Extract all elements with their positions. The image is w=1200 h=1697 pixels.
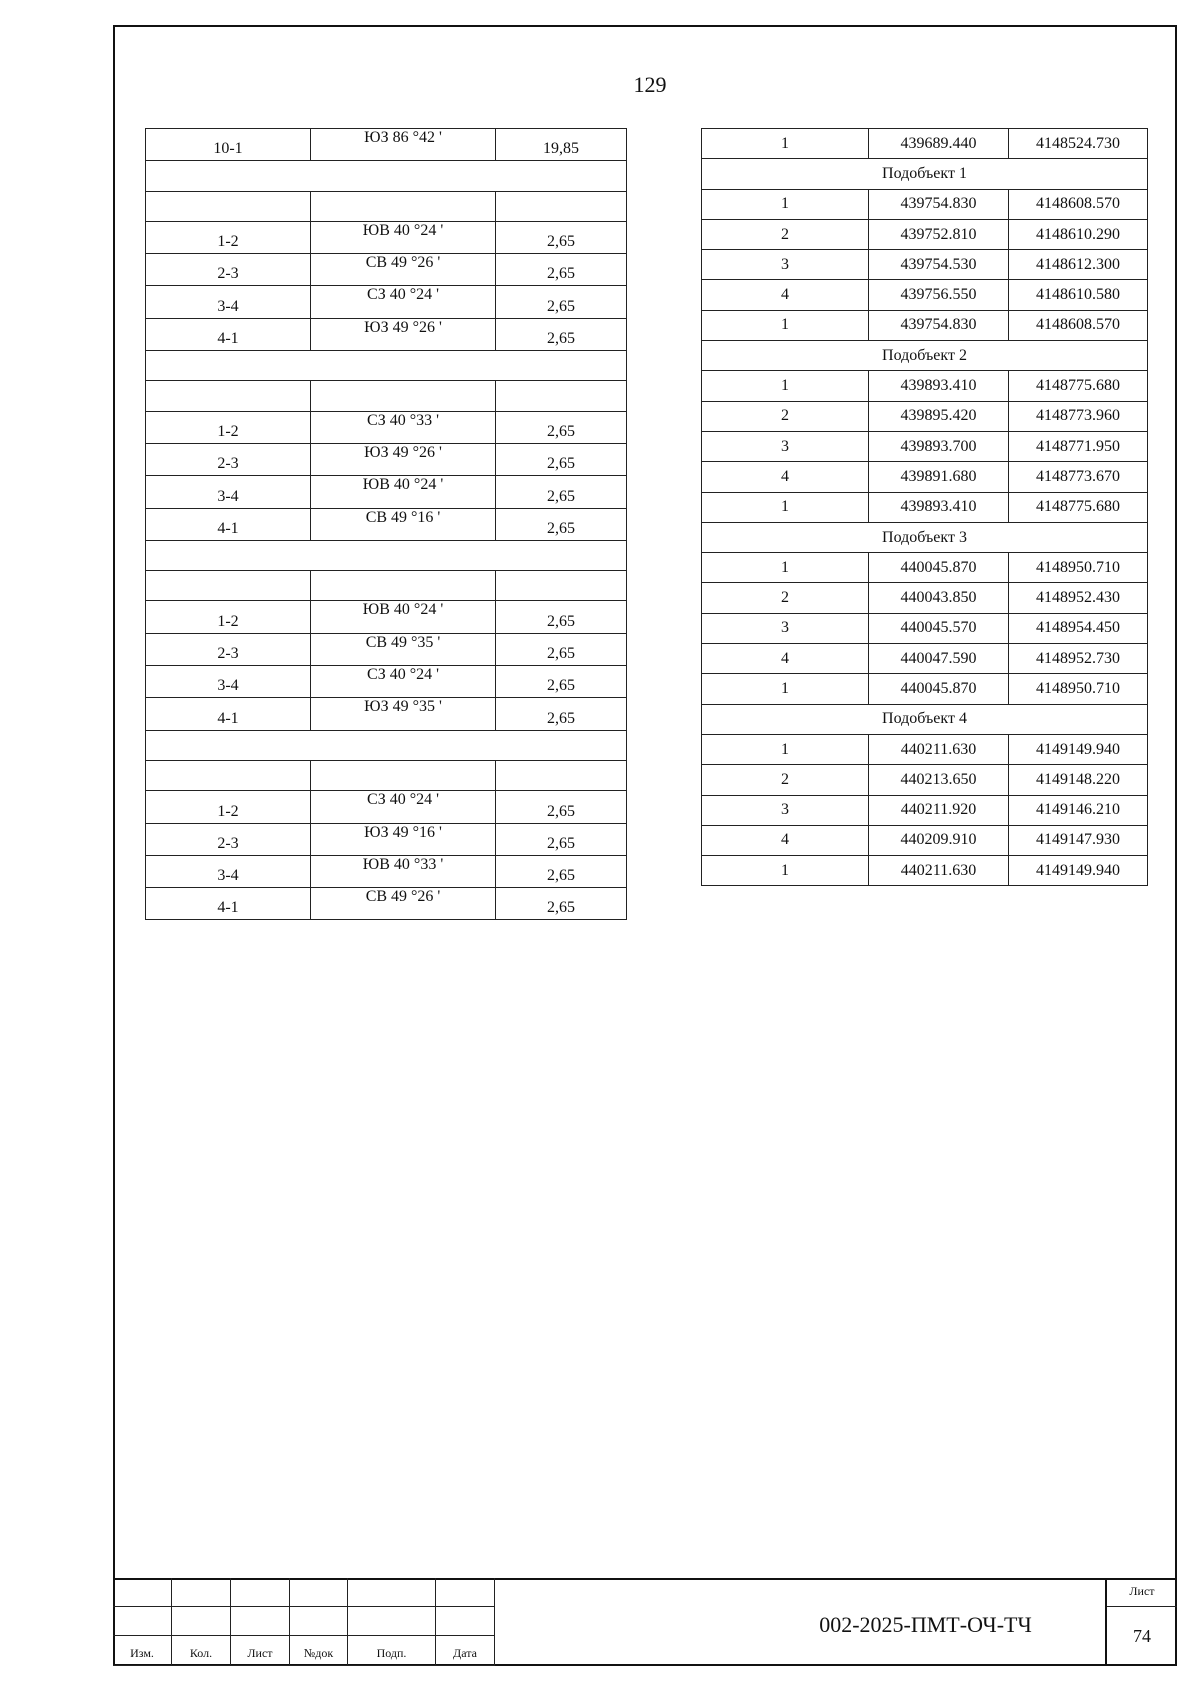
table-cell: 2,65	[496, 888, 627, 920]
table-cell: СЗ 40 °24 '	[311, 286, 496, 318]
subobject-header: Подобъект 1	[702, 159, 1148, 189]
section-separator-row	[146, 351, 627, 381]
table-row	[702, 159, 1148, 189]
table-cell: ЮВ 40 °33 '	[311, 855, 496, 887]
table-cell: СВ 49 °35 '	[311, 633, 496, 665]
table-cell: 4148608.570	[1009, 189, 1148, 219]
table-cell: 2	[702, 401, 869, 431]
table-cell: 2,65	[496, 855, 627, 887]
table-cell: 439893.410	[869, 371, 1009, 401]
table-cell: 2,65	[496, 318, 627, 350]
table-cell: 2	[702, 765, 869, 795]
table-cell: 2	[702, 219, 869, 249]
table-row	[146, 601, 627, 633]
table-row	[146, 411, 627, 443]
table-row	[146, 698, 627, 730]
stamp-cell	[113, 1636, 172, 1666]
table-row	[146, 161, 627, 191]
table-cell: 2-3	[146, 823, 311, 855]
table-row	[702, 219, 1148, 249]
table-cell: 4148771.950	[1009, 431, 1148, 461]
stamp-cell	[290, 1607, 348, 1636]
table-row	[702, 644, 1148, 674]
table-cell: 4	[702, 825, 869, 855]
table-row	[146, 508, 627, 540]
table-row	[702, 310, 1148, 340]
stamp-label: Дата	[453, 1646, 477, 1660]
table-row	[146, 476, 627, 508]
sheet-box	[1105, 1578, 1177, 1666]
empty-cell	[146, 571, 311, 601]
table-cell: 2,65	[496, 476, 627, 508]
table-cell: 439893.700	[869, 431, 1009, 461]
table-cell: 3	[702, 250, 869, 280]
table-cell: 4148608.570	[1009, 310, 1148, 340]
table-row	[146, 286, 627, 318]
stamp-cell	[436, 1607, 495, 1636]
table-row	[146, 730, 627, 760]
table-cell: 4149148.220	[1009, 765, 1148, 795]
stamp-cell	[172, 1607, 231, 1636]
table-cell: 3	[702, 613, 869, 643]
table-cell: 440211.630	[869, 734, 1009, 764]
table-cell: 440047.590	[869, 644, 1009, 674]
table-cell: 1	[702, 856, 869, 886]
table-row	[702, 734, 1148, 764]
table-row	[702, 553, 1148, 583]
table-cell: 2,65	[496, 823, 627, 855]
section-separator-row	[146, 730, 627, 760]
table-cell: 439754.830	[869, 189, 1009, 219]
stamp-cell	[172, 1578, 231, 1607]
table-cell: 440045.870	[869, 553, 1009, 583]
table-row	[702, 522, 1148, 552]
table-cell: 1	[702, 553, 869, 583]
table-cell: ЮЗ 49 °16 '	[311, 823, 496, 855]
table-cell: 1	[702, 189, 869, 219]
table-row	[146, 254, 627, 286]
stamp-cell	[231, 1607, 290, 1636]
table-cell: 2-3	[146, 254, 311, 286]
table-cell: 2,65	[496, 508, 627, 540]
table-cell: 2,65	[496, 443, 627, 475]
stamp-cell	[348, 1578, 436, 1607]
table-row	[146, 381, 627, 411]
table-row	[146, 855, 627, 887]
empty-cell	[496, 571, 627, 601]
table-row	[702, 371, 1148, 401]
stamp-cell	[113, 1578, 172, 1607]
table-cell: 3	[702, 795, 869, 825]
table-cell: 439754.530	[869, 250, 1009, 280]
table-row	[146, 666, 627, 698]
table-cell: 3-4	[146, 855, 311, 887]
table-cell: 439752.810	[869, 219, 1009, 249]
table-cell: 2,65	[496, 666, 627, 698]
table-row	[146, 888, 627, 920]
table-cell: 440211.920	[869, 795, 1009, 825]
empty-cell	[146, 381, 311, 411]
table-cell: 4148610.290	[1009, 219, 1148, 249]
table-row	[146, 221, 627, 253]
table-cell: 1-2	[146, 221, 311, 253]
table-row	[702, 462, 1148, 492]
table-cell: 4148773.960	[1009, 401, 1148, 431]
table-row	[702, 431, 1148, 461]
empty-cell	[311, 571, 496, 601]
table-cell: ЮВ 40 °24 '	[311, 221, 496, 253]
table-cell: 3-4	[146, 476, 311, 508]
table-row	[702, 492, 1148, 522]
empty-cell	[311, 191, 496, 221]
table-row	[146, 191, 627, 221]
table-row	[146, 633, 627, 665]
empty-cell	[496, 191, 627, 221]
table-row	[146, 760, 627, 790]
section-separator-row	[146, 161, 627, 191]
stamp-cell	[113, 1607, 172, 1636]
table-cell: ЮЗ 86 °42 '	[311, 129, 496, 161]
table-cell: 4148612.300	[1009, 250, 1148, 280]
table-row	[146, 129, 627, 161]
table-cell: 1	[702, 492, 869, 522]
stamp-cell	[348, 1607, 436, 1636]
table-cell: 2,65	[496, 254, 627, 286]
document-code: 002-2025-ПМТ-ОЧ-ТЧ	[819, 1612, 1032, 1637]
table-cell: 439689.440	[869, 129, 1009, 159]
table-cell: 4-1	[146, 318, 311, 350]
table-cell: 1-2	[146, 791, 311, 823]
table-cell: ЮЗ 49 °26 '	[311, 443, 496, 475]
table-cell: 1	[702, 371, 869, 401]
table-cell: 1	[702, 674, 869, 704]
table-cell: 4-1	[146, 888, 311, 920]
table-cell: 2,65	[496, 698, 627, 730]
table-cell: 4148952.730	[1009, 644, 1148, 674]
table-cell: 4	[702, 280, 869, 310]
table-row	[146, 540, 627, 570]
table-cell: СЗ 40 °24 '	[311, 666, 496, 698]
table-row	[702, 795, 1148, 825]
sheet-number: 74	[1133, 1626, 1151, 1646]
table-cell: 10-1	[146, 129, 311, 161]
table-cell: 4148524.730	[1009, 129, 1148, 159]
table-row	[146, 571, 627, 601]
coordinates-table	[701, 128, 1148, 886]
table-row	[702, 825, 1148, 855]
table-row	[702, 189, 1148, 219]
empty-cell	[146, 191, 311, 221]
table-cell: 4148610.580	[1009, 280, 1148, 310]
table-row	[146, 443, 627, 475]
table-cell: 3-4	[146, 286, 311, 318]
table-cell: ЮВ 40 °24 '	[311, 476, 496, 508]
table-cell: 439754.830	[869, 310, 1009, 340]
empty-cell	[496, 760, 627, 790]
table-row	[702, 856, 1148, 886]
table-row	[702, 704, 1148, 734]
stamp-label: Подп.	[376, 1646, 407, 1660]
stamp-cell	[172, 1636, 231, 1666]
table-cell: 1	[702, 734, 869, 764]
table-row	[146, 791, 627, 823]
stamp-cell	[231, 1578, 290, 1607]
table-cell: ЮЗ 49 °35 '	[311, 698, 496, 730]
table-cell: 4148950.710	[1009, 553, 1148, 583]
table-cell: 4149146.210	[1009, 795, 1148, 825]
table-cell: 439895.420	[869, 401, 1009, 431]
table-row	[146, 823, 627, 855]
table-cell: 440045.570	[869, 613, 1009, 643]
table-cell: 2,65	[496, 633, 627, 665]
table-cell: 439891.680	[869, 462, 1009, 492]
table-cell: 3	[702, 431, 869, 461]
sheet-label: Лист	[1129, 1584, 1155, 1598]
table-cell: 2-3	[146, 443, 311, 475]
stamp-cell	[231, 1636, 290, 1666]
table-cell: ЮЗ 49 °26 '	[311, 318, 496, 350]
table-row	[702, 129, 1148, 159]
table-cell: 19,85	[496, 129, 627, 161]
table-cell: 3-4	[146, 666, 311, 698]
table-cell: 1	[702, 129, 869, 159]
table-cell: 4148954.450	[1009, 613, 1148, 643]
table-cell: 4-1	[146, 698, 311, 730]
stamp-cell	[436, 1578, 495, 1607]
stamp-label: Кол.	[189, 1646, 213, 1660]
stamp-cell	[436, 1636, 495, 1666]
table-cell: 440213.650	[869, 765, 1009, 795]
table-cell: СВ 49 °26 '	[311, 254, 496, 286]
table-cell: 4148773.670	[1009, 462, 1148, 492]
title-block	[113, 1578, 1177, 1666]
empty-cell	[146, 760, 311, 790]
table-cell: 440211.630	[869, 856, 1009, 886]
stamp-cell	[290, 1578, 348, 1607]
table-row	[702, 341, 1148, 371]
table-cell: СЗ 40 °24 '	[311, 791, 496, 823]
subobject-header: Подобъект 4	[702, 704, 1148, 734]
empty-cell	[496, 381, 627, 411]
table-row	[146, 318, 627, 350]
table-cell: 439893.410	[869, 492, 1009, 522]
table-cell: 439756.550	[869, 280, 1009, 310]
table-cell: 440209.910	[869, 825, 1009, 855]
table-cell: 4148775.680	[1009, 492, 1148, 522]
table-row	[702, 280, 1148, 310]
stamp-label: №док	[303, 1646, 334, 1660]
table-cell: 4148950.710	[1009, 674, 1148, 704]
table-cell: СВ 49 °16 '	[311, 508, 496, 540]
bearings-table	[145, 128, 627, 920]
section-separator-row	[146, 540, 627, 570]
table-cell: 4-1	[146, 508, 311, 540]
stamp-cell	[348, 1636, 436, 1666]
table-cell: 2,65	[496, 601, 627, 633]
table-cell: 440043.850	[869, 583, 1009, 613]
stamp-cell	[290, 1636, 348, 1666]
empty-cell	[311, 760, 496, 790]
table-cell: СЗ 40 °33 '	[311, 411, 496, 443]
table-row	[702, 613, 1148, 643]
table-cell: 2,65	[496, 791, 627, 823]
table-row	[702, 583, 1148, 613]
table-cell: 2-3	[146, 633, 311, 665]
table-cell: 4	[702, 644, 869, 674]
stamp-label: Изм.	[130, 1646, 154, 1660]
table-row	[702, 765, 1148, 795]
table-cell: ЮВ 40 °24 '	[311, 601, 496, 633]
table-cell: 440045.870	[869, 674, 1009, 704]
page-number: 129	[633, 72, 667, 97]
table-row	[702, 674, 1148, 704]
stamp-label: Лист	[247, 1646, 273, 1660]
table-cell: 2,65	[496, 411, 627, 443]
table-cell: 4149149.940	[1009, 856, 1148, 886]
subobject-header: Подобъект 2	[702, 341, 1148, 371]
table-cell: 4149149.940	[1009, 734, 1148, 764]
table-cell: 2,65	[496, 286, 627, 318]
table-row	[702, 250, 1148, 280]
table-cell: 2	[702, 583, 869, 613]
table-cell: 4149147.930	[1009, 825, 1148, 855]
table-cell: 1-2	[146, 411, 311, 443]
table-row	[702, 401, 1148, 431]
empty-cell	[311, 381, 496, 411]
table-cell: 1-2	[146, 601, 311, 633]
table-cell: 4148952.430	[1009, 583, 1148, 613]
table-cell: 4148775.680	[1009, 371, 1148, 401]
table-cell: 1	[702, 310, 869, 340]
table-row	[146, 351, 627, 381]
table-cell: СВ 49 °26 '	[311, 888, 496, 920]
table-cell: 2,65	[496, 221, 627, 253]
subobject-header: Подобъект 3	[702, 522, 1148, 552]
table-cell: 4	[702, 462, 869, 492]
